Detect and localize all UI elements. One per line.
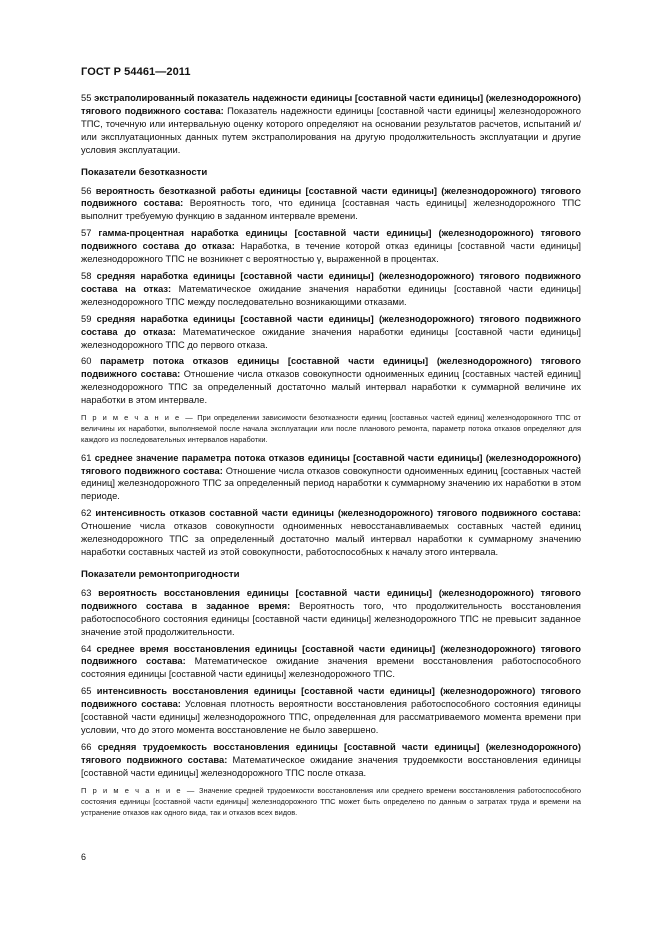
entry-definition: Отношение числа отказов совокупности одноименных единиц [составных частей единиц] железнодорожного ТПС за определенный достаточно малый интервал наработки к суммарной величине их наработки в этом интервале.: [81, 369, 581, 406]
term-entry: [81, 270, 581, 309]
term-entry: [81, 507, 581, 559]
term-entry: [81, 313, 581, 352]
entry-term: гамма-процентная наработка единицы [составной части единицы] (железнодорожного) тягового подвижного состава до отказа:: [81, 228, 581, 252]
note: [81, 785, 581, 819]
term-entry: [81, 587, 581, 639]
entry-number: 58: [81, 270, 92, 281]
entry-number: 62: [81, 508, 92, 519]
entry-definition: Математическое ожидание значения трудоемкости восстановления единицы [составной части единицы] железнодорожного ТПС после отказа.: [81, 754, 582, 778]
entry-definition: Вероятность того, что единица [составная часть единицы] железнодорожного ТПС выполнит требуемую функцию в заданном интервале времени.: [81, 198, 581, 222]
entry-number: 61: [81, 452, 92, 463]
entry-number: 64: [81, 643, 92, 654]
term-entry: [81, 185, 581, 224]
entry-definition: Наработка, в течение которой отказ единицы [составной части единицы] железнодорожного ТПС не возникнет с вероятностью γ, выраженной в процентах.: [81, 241, 581, 265]
entry-definition: Математическое ожидание значения наработки единицы [составной части единицы] железнодорожного ТПС между последовательно возникающими отказами.: [81, 283, 581, 307]
note: [81, 412, 581, 446]
term-entry: [81, 92, 581, 157]
term-entry: [81, 355, 581, 407]
entry-number: 63: [81, 587, 92, 598]
entry-term: вероятность восстановления единицы [составной части единицы] (железнодорожного) тягового подвижного состава в заданное время:: [81, 587, 581, 611]
entry-term: интенсивность восстановления единицы [составной части единицы] (железнодорожного) тягового подвижного состава:: [81, 686, 581, 710]
note-text: Значение средней трудоемкости восстановления или среднего времени восстановления работоспособного состояния единицы [составной части единицы] железнодорожного ТПС может быть определено по данным о затратах труда и времени на устранение отказов как одного вида, так и отказов всех видов.: [81, 785, 581, 817]
entry-number: 56: [81, 185, 92, 196]
entry-term: среднее время восстановления единицы [составной части единицы] (железнодорожного) тягового подвижного состава:: [81, 643, 581, 667]
section-heading: Показатели безотказности: [81, 166, 208, 178]
entry-number: 57: [81, 228, 92, 239]
entry-definition: Отношение числа отказов совокупности одноименных единиц [составных частей единиц] железнодорожного ТПС за определенный период наработки к суммарному значению их наработки в этом периоде.: [81, 465, 582, 502]
section-heading: Показатели ремонтопригодности: [81, 568, 240, 580]
note-text: При определении зависимости безотказности единиц [составных частей единиц] железнодорожного ТПС от величины их наработки, выполняемой после начала эксплуатации или после планового ремонта, параметр потока отказов определяют для каждого из последовательных интервалов наработки.: [81, 413, 581, 445]
term-entry: [81, 741, 581, 780]
entry-number: 60: [81, 356, 92, 367]
entry-term: интенсивность отказов составной части единицы (железнодорожного) тягового подвижного состава:: [95, 508, 581, 519]
entry-definition: Условная плотность вероятности восстановления работоспособного состояния единицы [составной части единицы] железнодорожного ТПС, определенная для рассматриваемого момента времени при условии, что до этого момента восстановление не было завершено.: [81, 699, 581, 735]
term-entry: [81, 227, 581, 266]
entry-number: 55: [81, 93, 92, 103]
term-entry: [81, 685, 581, 737]
document-header: ГОСТ Р 54461—2011: [81, 66, 191, 78]
entry-term: средняя трудоемкость восстановления единицы [составной части единицы] (железнодорожного) тягового подвижного состава:: [81, 741, 581, 765]
entry-definition: Математическое ожидание значения наработки единицы [составной части единицы] железнодорожного ТПС до первого отказа.: [81, 326, 582, 350]
entry-term: средняя наработка единицы [составной части единицы] (железнодорожного) тягового подвижного состава до отказа:: [81, 313, 581, 337]
note-label: П р и м е ч а н и е —: [81, 785, 196, 795]
term-entry: [81, 643, 581, 682]
note-label: П р и м е ч а н и е —: [81, 413, 195, 423]
entry-term: вероятность безотказной работы единицы [составной части единицы] (железнодорожного) тягового подвижного состава:: [81, 185, 581, 209]
entry-definition: Показатель надежности единицы [составной части единицы] железнодорожного ТПС, точечную или интервальную оценку которого определяют на основании результатов расчетов, испытаний и/или эксплуатационных данных путем экстраполирования на другую продолжительность эксплуатации и другие условия эксплуатации.: [81, 105, 581, 155]
entry-number: 65: [81, 686, 92, 697]
entry-definition: Вероятность того, что продолжительность восстановления работоспособного состояния единицы [составной части единицы] железнодорожного ТПС не превысит заданное значение этой продолжительности.: [81, 600, 581, 637]
document-body: [81, 92, 581, 824]
entry-term: среднее значение параметра потока отказов единицы [составной части единицы] (железнодорожного) тягового подвижного состава:: [81, 452, 581, 476]
term-entry: [81, 452, 581, 504]
entry-term: параметр потока отказов единицы [составной части единицы] (железнодорожного) тягового подвижного состава:: [81, 356, 581, 380]
entry-definition: Отношение числа отказов совокупности одноименных невосстанавливаемых составных частей единиц железнодорожного ТПС за определенный достаточно малый интервал наработки к суммарному значению наработки составных частей из этой совокупности, работоспособных к началу этого интервала.: [81, 521, 581, 557]
entry-definition: Математическое ожидание значения времени восстановления работоспособного состояния единицы [составной части единицы] железнодорожного ТПС.: [81, 656, 581, 680]
entry-number: 66: [81, 741, 92, 752]
entry-term: средняя наработка единицы [составной части единицы] (железнодорожного) тягового подвижного состава на отказ:: [81, 270, 581, 294]
entry-term: экстраполированный показатель надежности единицы [составной части единицы] (железнодорожного) тягового подвижного состава:: [81, 93, 581, 116]
page-number: 6: [81, 852, 87, 862]
entry-number: 59: [81, 313, 92, 324]
